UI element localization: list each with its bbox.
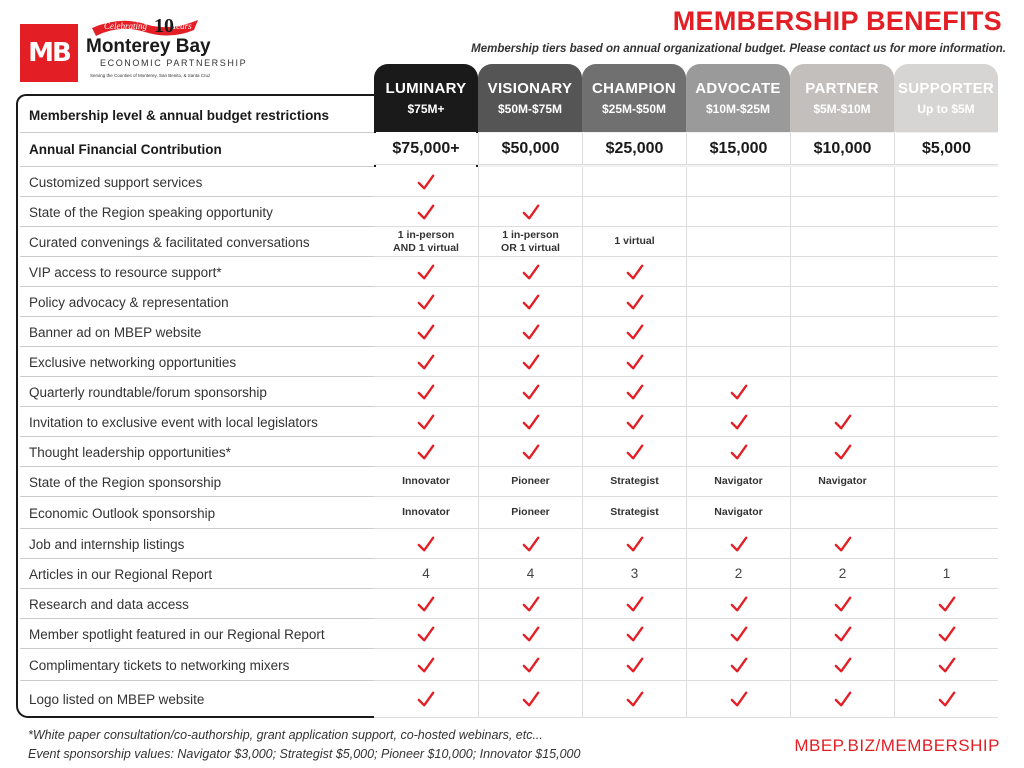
benefit-detail: 1 virtual xyxy=(614,235,655,248)
benefit-cell xyxy=(582,347,686,377)
checkmark-icon xyxy=(626,263,644,281)
benefit-cell xyxy=(582,681,686,718)
benefit-cell xyxy=(374,619,478,649)
checkmark-icon xyxy=(417,263,435,281)
footnote-sponsorship: Event sponsorship values: Navigator $3,000; Strategist $5,000; Pioneer $10,000; Innovator $15,000 xyxy=(28,747,581,761)
row-label: Articles in our Regional Report xyxy=(29,566,213,582)
benefit-cell xyxy=(790,167,894,197)
checkmark-icon xyxy=(417,293,435,311)
row-label: VIP access to resource support* xyxy=(29,264,222,280)
checkmark-icon xyxy=(522,595,540,613)
checkmark-icon xyxy=(522,443,540,461)
benefit-row xyxy=(20,529,1004,559)
benefit-cell xyxy=(894,167,998,197)
checkmark-icon xyxy=(730,625,748,643)
tier-header-partner xyxy=(790,64,894,132)
benefit-cell xyxy=(686,377,790,407)
checkmark-icon xyxy=(522,203,540,221)
benefit-row xyxy=(20,589,1004,619)
contribution-amount: $75,000+ xyxy=(392,139,460,157)
benefit-row xyxy=(20,681,1004,718)
benefit-cell xyxy=(374,467,478,497)
benefit-cell xyxy=(686,407,790,437)
contribution-cell xyxy=(686,133,790,165)
row-divider xyxy=(20,132,374,133)
row-label: Complimentary tickets to networking mixers xyxy=(29,657,290,673)
checkmark-icon xyxy=(730,690,748,708)
benefit-cell xyxy=(686,257,790,287)
benefit-cell xyxy=(790,649,894,681)
benefit-cell xyxy=(478,227,582,257)
benefit-cell xyxy=(790,437,894,467)
benefit-cell xyxy=(478,167,582,197)
benefit-cell xyxy=(582,589,686,619)
benefit-cell xyxy=(478,559,582,589)
benefit-detail: Strategist xyxy=(610,506,659,519)
benefit-cell xyxy=(894,437,998,467)
checkmark-icon xyxy=(417,203,435,221)
checkmark-icon xyxy=(730,656,748,674)
benefit-cell xyxy=(374,347,478,377)
benefit-detail: Navigator xyxy=(714,475,763,488)
membership-link[interactable]: MBEP.BIZ/MEMBERSHIP xyxy=(794,736,1000,755)
checkmark-icon xyxy=(626,353,644,371)
benefit-cell xyxy=(894,619,998,649)
article-count: 2 xyxy=(838,566,847,581)
benefit-detail: Navigator xyxy=(714,506,763,519)
benefit-cell xyxy=(790,227,894,257)
benefit-cell xyxy=(582,197,686,227)
benefit-cell xyxy=(374,317,478,347)
row-divider xyxy=(20,406,374,407)
benefit-cell xyxy=(790,197,894,227)
checkmark-icon xyxy=(522,535,540,553)
benefit-cell xyxy=(374,197,478,227)
checkmark-icon xyxy=(834,656,852,674)
tier-range: $25M-$50M xyxy=(601,102,667,116)
benefit-detail: 1 in-person AND 1 virtual xyxy=(393,228,459,254)
benefit-cell xyxy=(582,227,686,257)
checkmark-icon xyxy=(417,353,435,371)
benefit-cell xyxy=(894,257,998,287)
benefit-cell xyxy=(374,227,478,257)
tier-name: ADVOCATE xyxy=(695,80,781,97)
tier-range: $10M-$25M xyxy=(705,102,771,116)
checkmark-icon xyxy=(417,413,435,431)
checkmark-icon xyxy=(938,625,956,643)
checkmark-icon xyxy=(522,625,540,643)
tier-header-advocate xyxy=(686,64,790,132)
contribution-amount: $50,000 xyxy=(501,139,560,157)
contribution-amount: $15,000 xyxy=(709,139,768,157)
benefit-cell xyxy=(686,559,790,589)
benefit-cell xyxy=(374,377,478,407)
checkmark-icon xyxy=(522,383,540,401)
benefit-cell xyxy=(894,407,998,437)
row-label: Member spotlight featured in our Regional Report xyxy=(29,626,325,642)
benefit-cell xyxy=(582,257,686,287)
checkmark-icon xyxy=(626,656,644,674)
row-divider xyxy=(20,316,374,317)
benefit-cell xyxy=(790,347,894,377)
row-divider xyxy=(20,286,374,287)
benefit-cell xyxy=(374,407,478,437)
checkmark-icon xyxy=(834,690,852,708)
benefit-row xyxy=(20,347,1004,377)
benefit-cell xyxy=(686,589,790,619)
page-title: MEMBERSHIP BENEFITS xyxy=(672,6,1002,36)
benefit-row xyxy=(20,437,1004,467)
benefit-cell xyxy=(374,497,478,529)
benefit-row xyxy=(20,317,1004,347)
row-label: Curated convenings & facilitated conversations xyxy=(29,234,310,250)
benefit-cell xyxy=(894,559,998,589)
row-label: Economic Outlook sponsorship xyxy=(29,505,216,521)
benefit-cell xyxy=(582,467,686,497)
mbep-logo xyxy=(20,14,248,86)
row-label: State of the Region speaking opportunity xyxy=(29,204,273,220)
benefit-cell xyxy=(374,589,478,619)
benefit-cell xyxy=(686,437,790,467)
benefit-cell xyxy=(686,167,790,197)
benefit-cell xyxy=(582,317,686,347)
contribution-amount: $10,000 xyxy=(813,139,872,157)
checkmark-icon xyxy=(730,413,748,431)
benefit-row xyxy=(20,649,1004,681)
checkmark-icon xyxy=(417,625,435,643)
checkmark-icon xyxy=(417,595,435,613)
benefit-detail: Innovator xyxy=(402,506,450,519)
benefit-cell xyxy=(790,529,894,559)
benefit-row xyxy=(20,287,1004,317)
article-count: 2 xyxy=(734,566,743,581)
checkmark-icon xyxy=(834,595,852,613)
row-label: State of the Region sponsorship xyxy=(29,474,222,490)
benefit-cell xyxy=(582,407,686,437)
checkmark-icon xyxy=(834,443,852,461)
benefit-row xyxy=(20,197,1004,227)
checkmark-icon xyxy=(626,535,644,553)
benefit-cell xyxy=(790,559,894,589)
article-count: 4 xyxy=(526,566,535,581)
row-divider xyxy=(20,618,374,619)
tier-name: CHAMPION xyxy=(591,80,677,97)
anniversary-text: Celebrating xyxy=(104,21,147,31)
row-divider xyxy=(20,588,374,589)
benefit-row xyxy=(20,377,1004,407)
row-divider xyxy=(20,346,374,347)
row-divider xyxy=(20,558,374,559)
benefit-cell xyxy=(374,257,478,287)
benefit-detail: Strategist xyxy=(610,475,659,488)
logo-mark: MB xyxy=(20,24,78,82)
benefit-cell xyxy=(894,377,998,407)
checkmark-icon xyxy=(522,323,540,341)
tier-range: Up to $5M xyxy=(917,102,975,116)
benefit-cell xyxy=(894,589,998,619)
benefit-cell xyxy=(374,529,478,559)
benefit-cell xyxy=(478,197,582,227)
row-label: Invitation to exclusive event with local legislators xyxy=(29,414,318,430)
benefit-cell xyxy=(582,287,686,317)
footnote-asterisk: *White paper consultation/co-authorship, grant application support, co-hosted webinars, etc... xyxy=(28,728,543,742)
benefit-cell xyxy=(478,619,582,649)
benefit-cell xyxy=(894,497,998,529)
article-count: 4 xyxy=(422,566,430,581)
benefit-cell xyxy=(686,649,790,681)
benefit-cell xyxy=(582,619,686,649)
checkmark-icon xyxy=(730,383,748,401)
benefit-cell xyxy=(686,497,790,529)
checkmark-icon xyxy=(626,443,644,461)
benefit-cell xyxy=(790,681,894,718)
row-divider xyxy=(20,166,374,167)
row-label: Quarterly roundtable/forum sponsorship xyxy=(29,384,267,400)
benefit-cell xyxy=(686,681,790,718)
benefit-cell xyxy=(374,649,478,681)
checkmark-icon xyxy=(730,595,748,613)
benefit-cell xyxy=(478,467,582,497)
row-label: Policy advocacy & representation xyxy=(29,294,229,310)
benefit-cell xyxy=(478,257,582,287)
benefit-cell xyxy=(686,467,790,497)
benefit-row xyxy=(20,467,1004,497)
row-label: Exclusive networking opportunities xyxy=(29,354,237,370)
checkmark-icon xyxy=(417,323,435,341)
benefit-cell xyxy=(686,529,790,559)
row-divider xyxy=(20,436,374,437)
checkmark-icon xyxy=(417,535,435,553)
row-divider xyxy=(20,376,374,377)
row-divider xyxy=(20,496,374,497)
tier-range: $75M+ xyxy=(407,102,445,116)
benefit-cell xyxy=(582,437,686,467)
benefit-cell xyxy=(582,559,686,589)
row-divider xyxy=(20,466,374,467)
benefit-row xyxy=(20,257,1004,287)
checkmark-icon xyxy=(626,323,644,341)
checkmark-icon xyxy=(417,383,435,401)
checkmark-icon xyxy=(522,293,540,311)
contribution-cell xyxy=(790,133,894,165)
benefit-cell xyxy=(374,681,478,718)
benefit-cell xyxy=(790,377,894,407)
checkmark-icon xyxy=(938,595,956,613)
contribution-cell xyxy=(374,133,478,165)
benefit-cell xyxy=(478,681,582,718)
tier-name: LUMINARY xyxy=(385,80,467,97)
anniversary-ribbon xyxy=(90,12,200,36)
benefit-cell xyxy=(478,649,582,681)
article-count: 1 xyxy=(942,566,951,581)
row-label: Research and data access xyxy=(29,596,189,612)
benefit-cell xyxy=(582,497,686,529)
benefit-cell xyxy=(894,317,998,347)
checkmark-icon xyxy=(417,173,435,191)
checkmark-icon xyxy=(522,690,540,708)
benefit-cell xyxy=(894,529,998,559)
benefit-cell xyxy=(894,227,998,257)
brand-subtitle: ECONOMIC PARTNERSHIP xyxy=(100,58,248,68)
row-label: Banner ad on MBEP website xyxy=(29,324,202,340)
benefit-cell xyxy=(686,347,790,377)
benefit-cell xyxy=(686,227,790,257)
benefit-cell xyxy=(894,649,998,681)
benefit-cell xyxy=(478,529,582,559)
checkmark-icon xyxy=(626,383,644,401)
benefit-cell xyxy=(582,529,686,559)
svg-text:Years: Years xyxy=(172,21,192,31)
row-label: Job and internship listings xyxy=(29,536,185,552)
benefit-cell xyxy=(478,347,582,377)
contribution-row xyxy=(20,133,1004,165)
benefit-cell xyxy=(374,437,478,467)
checkmark-icon xyxy=(626,690,644,708)
benefit-row xyxy=(20,497,1004,529)
benefit-cell xyxy=(686,619,790,649)
benefit-cell xyxy=(686,287,790,317)
row-divider xyxy=(20,528,374,529)
benefit-cell xyxy=(582,167,686,197)
tier-name: VISIONARY xyxy=(487,80,573,97)
row-divider xyxy=(20,196,374,197)
benefit-cell xyxy=(374,167,478,197)
checkmark-icon xyxy=(938,656,956,674)
benefit-detail: Navigator xyxy=(818,475,867,488)
checkmark-icon xyxy=(626,413,644,431)
benefit-cell xyxy=(478,589,582,619)
checkmark-icon xyxy=(417,443,435,461)
row-divider xyxy=(20,256,374,257)
benefit-cell xyxy=(478,437,582,467)
benefit-cell xyxy=(374,287,478,317)
checkmark-icon xyxy=(834,535,852,553)
row-divider xyxy=(20,648,374,649)
benefit-cell xyxy=(894,197,998,227)
tier-header-visionary xyxy=(478,64,582,132)
benefit-detail: Pioneer xyxy=(511,506,550,519)
contribution-cell xyxy=(478,133,582,165)
benefit-cell xyxy=(790,407,894,437)
row-label: Logo listed on MBEP website xyxy=(29,692,205,707)
benefit-cell xyxy=(894,287,998,317)
benefit-row xyxy=(20,407,1004,437)
checkmark-icon xyxy=(626,595,644,613)
benefit-cell xyxy=(894,467,998,497)
checkmark-icon xyxy=(626,625,644,643)
table-header-row xyxy=(20,97,374,133)
anniversary-number: 10 xyxy=(154,15,174,36)
benefit-cell xyxy=(790,497,894,529)
benefit-cell xyxy=(790,619,894,649)
contribution-cell xyxy=(894,133,998,165)
tier-range: $50M-$75M xyxy=(497,102,563,116)
benefit-cell xyxy=(790,467,894,497)
row-label: Annual Financial Contribution xyxy=(29,141,222,157)
benefit-cell xyxy=(582,377,686,407)
benefit-cell xyxy=(478,287,582,317)
row-label: Thought leadership opportunities* xyxy=(29,444,231,460)
benefit-detail: Pioneer xyxy=(511,475,550,488)
benefit-detail: Innovator xyxy=(402,475,450,488)
benefit-row xyxy=(20,559,1004,589)
benefit-cell xyxy=(582,649,686,681)
benefit-cell xyxy=(790,589,894,619)
row-label: Customized support services xyxy=(29,174,203,190)
checkmark-icon xyxy=(522,263,540,281)
checkmark-icon xyxy=(834,413,852,431)
benefit-cell xyxy=(790,317,894,347)
benefit-cell xyxy=(790,287,894,317)
checkmark-icon xyxy=(522,353,540,371)
benefit-cell xyxy=(478,407,582,437)
row-divider xyxy=(20,680,374,681)
benefit-row xyxy=(20,227,1004,257)
tier-name: PARTNER xyxy=(805,80,879,97)
row-label: Membership level & annual budget restrictions xyxy=(29,107,330,123)
benefit-detail: 1 in-person OR 1 virtual xyxy=(501,228,560,254)
checkmark-icon xyxy=(417,690,435,708)
benefit-row xyxy=(20,619,1004,649)
benefit-cell xyxy=(894,681,998,718)
tier-header-luminary xyxy=(374,64,478,132)
checkmark-icon xyxy=(626,293,644,311)
contribution-amount: $25,000 xyxy=(605,139,664,157)
brand-serving: Serving the Counties of Monterey, San Benito, & Santa Cruz xyxy=(90,73,211,78)
checkmark-icon xyxy=(522,656,540,674)
checkmark-icon xyxy=(417,656,435,674)
benefit-cell xyxy=(478,317,582,347)
benefit-row xyxy=(20,167,1004,197)
checkmark-icon xyxy=(730,443,748,461)
checkmark-icon xyxy=(834,625,852,643)
benefit-cell xyxy=(478,497,582,529)
article-count: 3 xyxy=(630,566,639,581)
checkmark-icon xyxy=(938,690,956,708)
tier-header-champion xyxy=(582,64,686,132)
contribution-cell xyxy=(582,133,686,165)
contribution-amount: $5,000 xyxy=(922,139,971,157)
benefit-cell xyxy=(686,317,790,347)
tier-range: $5M-$10M xyxy=(813,102,871,116)
benefit-cell xyxy=(790,257,894,287)
benefit-cell xyxy=(686,197,790,227)
benefit-cell xyxy=(478,377,582,407)
benefit-cell xyxy=(374,559,478,589)
brand-name: Monterey Bay xyxy=(86,36,211,57)
tier-header-supporter xyxy=(894,64,998,132)
checkmark-icon xyxy=(730,535,748,553)
page-subtitle: Membership tiers based on annual organizational budget. Please contact us for more information. xyxy=(471,43,1006,55)
benefit-cell xyxy=(894,347,998,377)
tier-name: SUPPORTER xyxy=(897,80,995,97)
checkmark-icon xyxy=(522,413,540,431)
row-divider xyxy=(20,226,374,227)
